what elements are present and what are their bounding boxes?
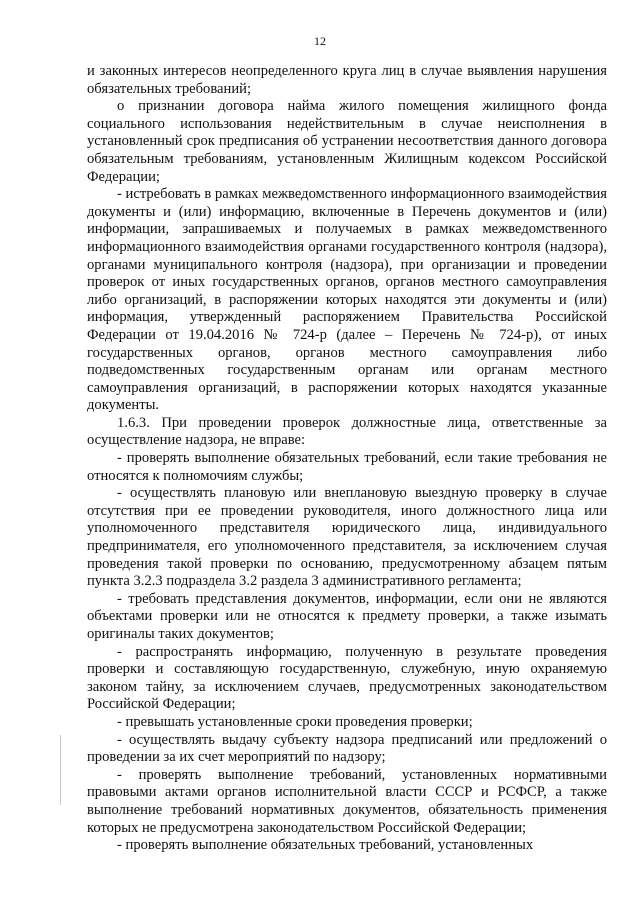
list-item-demand-documents: - требовать представления документов, информации, если они не являются объектами проверки или не относятся к предмету проверки, а также изымать оригиналы таких документов; (87, 590, 607, 642)
paragraph-request-documents: - истребовать в рамках межведомственного информационного взаимодействия документы и (или) информацию, включенные в Перечень документов и (или) информации, запрашиваемых и получаемых в рамках межведомственного информационного взаимодействия органами государственного контроля (надзора), органами муниципального контроля (надзора), при организации и проведении проверок от иных государственных органов, органов местного самоуправления либо организаций, в распоряжении которых находятся эти документы и (или) информация, утвержденный распоряжением Правительства Российской Федерации от 19.04.2016 № 724-р (далее – Перечень № 724-р), от иных государственных органов, органов местного самоуправления либо подведомственных государственным органам или органам местного самоуправления организаций, в распоряжении которых находятся указанные документы. (87, 186, 607, 414)
paragraph-section-1-6-3: 1.6.3. При проведении проверок должностные лица, ответственные за осуществление надзора, не вправе: (87, 414, 607, 449)
scan-edge-mark (60, 735, 61, 805)
list-item-check-requirements: - проверять выполнение обязательных требований, если такие требования не относятся к полномочиям службы; (87, 450, 607, 484)
list-item-check-obligatory: - проверять выполнение обязательных требований, установленных (117, 837, 534, 854)
paragraph-continuation: и законных интересов неопределенного круга лиц в случае выявления нарушения обязательных требований; (87, 63, 607, 97)
list-item-issue-orders: - осуществлять выдачу субъекту надзора предписаний или предложений о проведении за их счет мероприятий по надзору; (87, 731, 607, 766)
list-item-exceed-deadlines: - превышать установленные сроки проведения проверки; (117, 713, 473, 730)
list-item-ussr-requirements: - проверять выполнение требований, установленных нормативными правовыми актами органов исполнительной власти СССР и РСФСР, а также выполнение требований нормативных документов, обязательность применения которых не предусмотрена законодательством Российской Федерации; (87, 766, 607, 836)
list-item-disclose-information: - распространять информацию, полученную в результате проведения проверки и составляющую государственную, служебную, иную охраняемую законом тайну, за исключением случаев, предусмотренных законодательством Российской Федерации; (87, 643, 607, 713)
page-number: 12 (314, 34, 326, 48)
paragraph-contract-invalidation: о признании договора найма жилого помещения жилищного фонда социального использования недействительным в случае неисполнения в установленный срок предписания об устранении несоответствия данного договора обязательным требованиям, установленным Жилищным кодексом Российской Федерации; (87, 98, 607, 185)
document-body (87, 63, 607, 855)
list-item-onsite-inspection: - осуществлять плановую или внеплановую выездную проверку в случае отсутствия при ее проведении руководителя, иного должностного лица или уполномоченного представителя юридического лица, индивидуального предпринимателя, его уполномоченного представителя, за исключением случая проведения такой проверки по основанию, предусмотренному абзацем пятым пункта 3.2.3 подраздела 3.2 раздела 3 административного регламента; (87, 485, 607, 590)
